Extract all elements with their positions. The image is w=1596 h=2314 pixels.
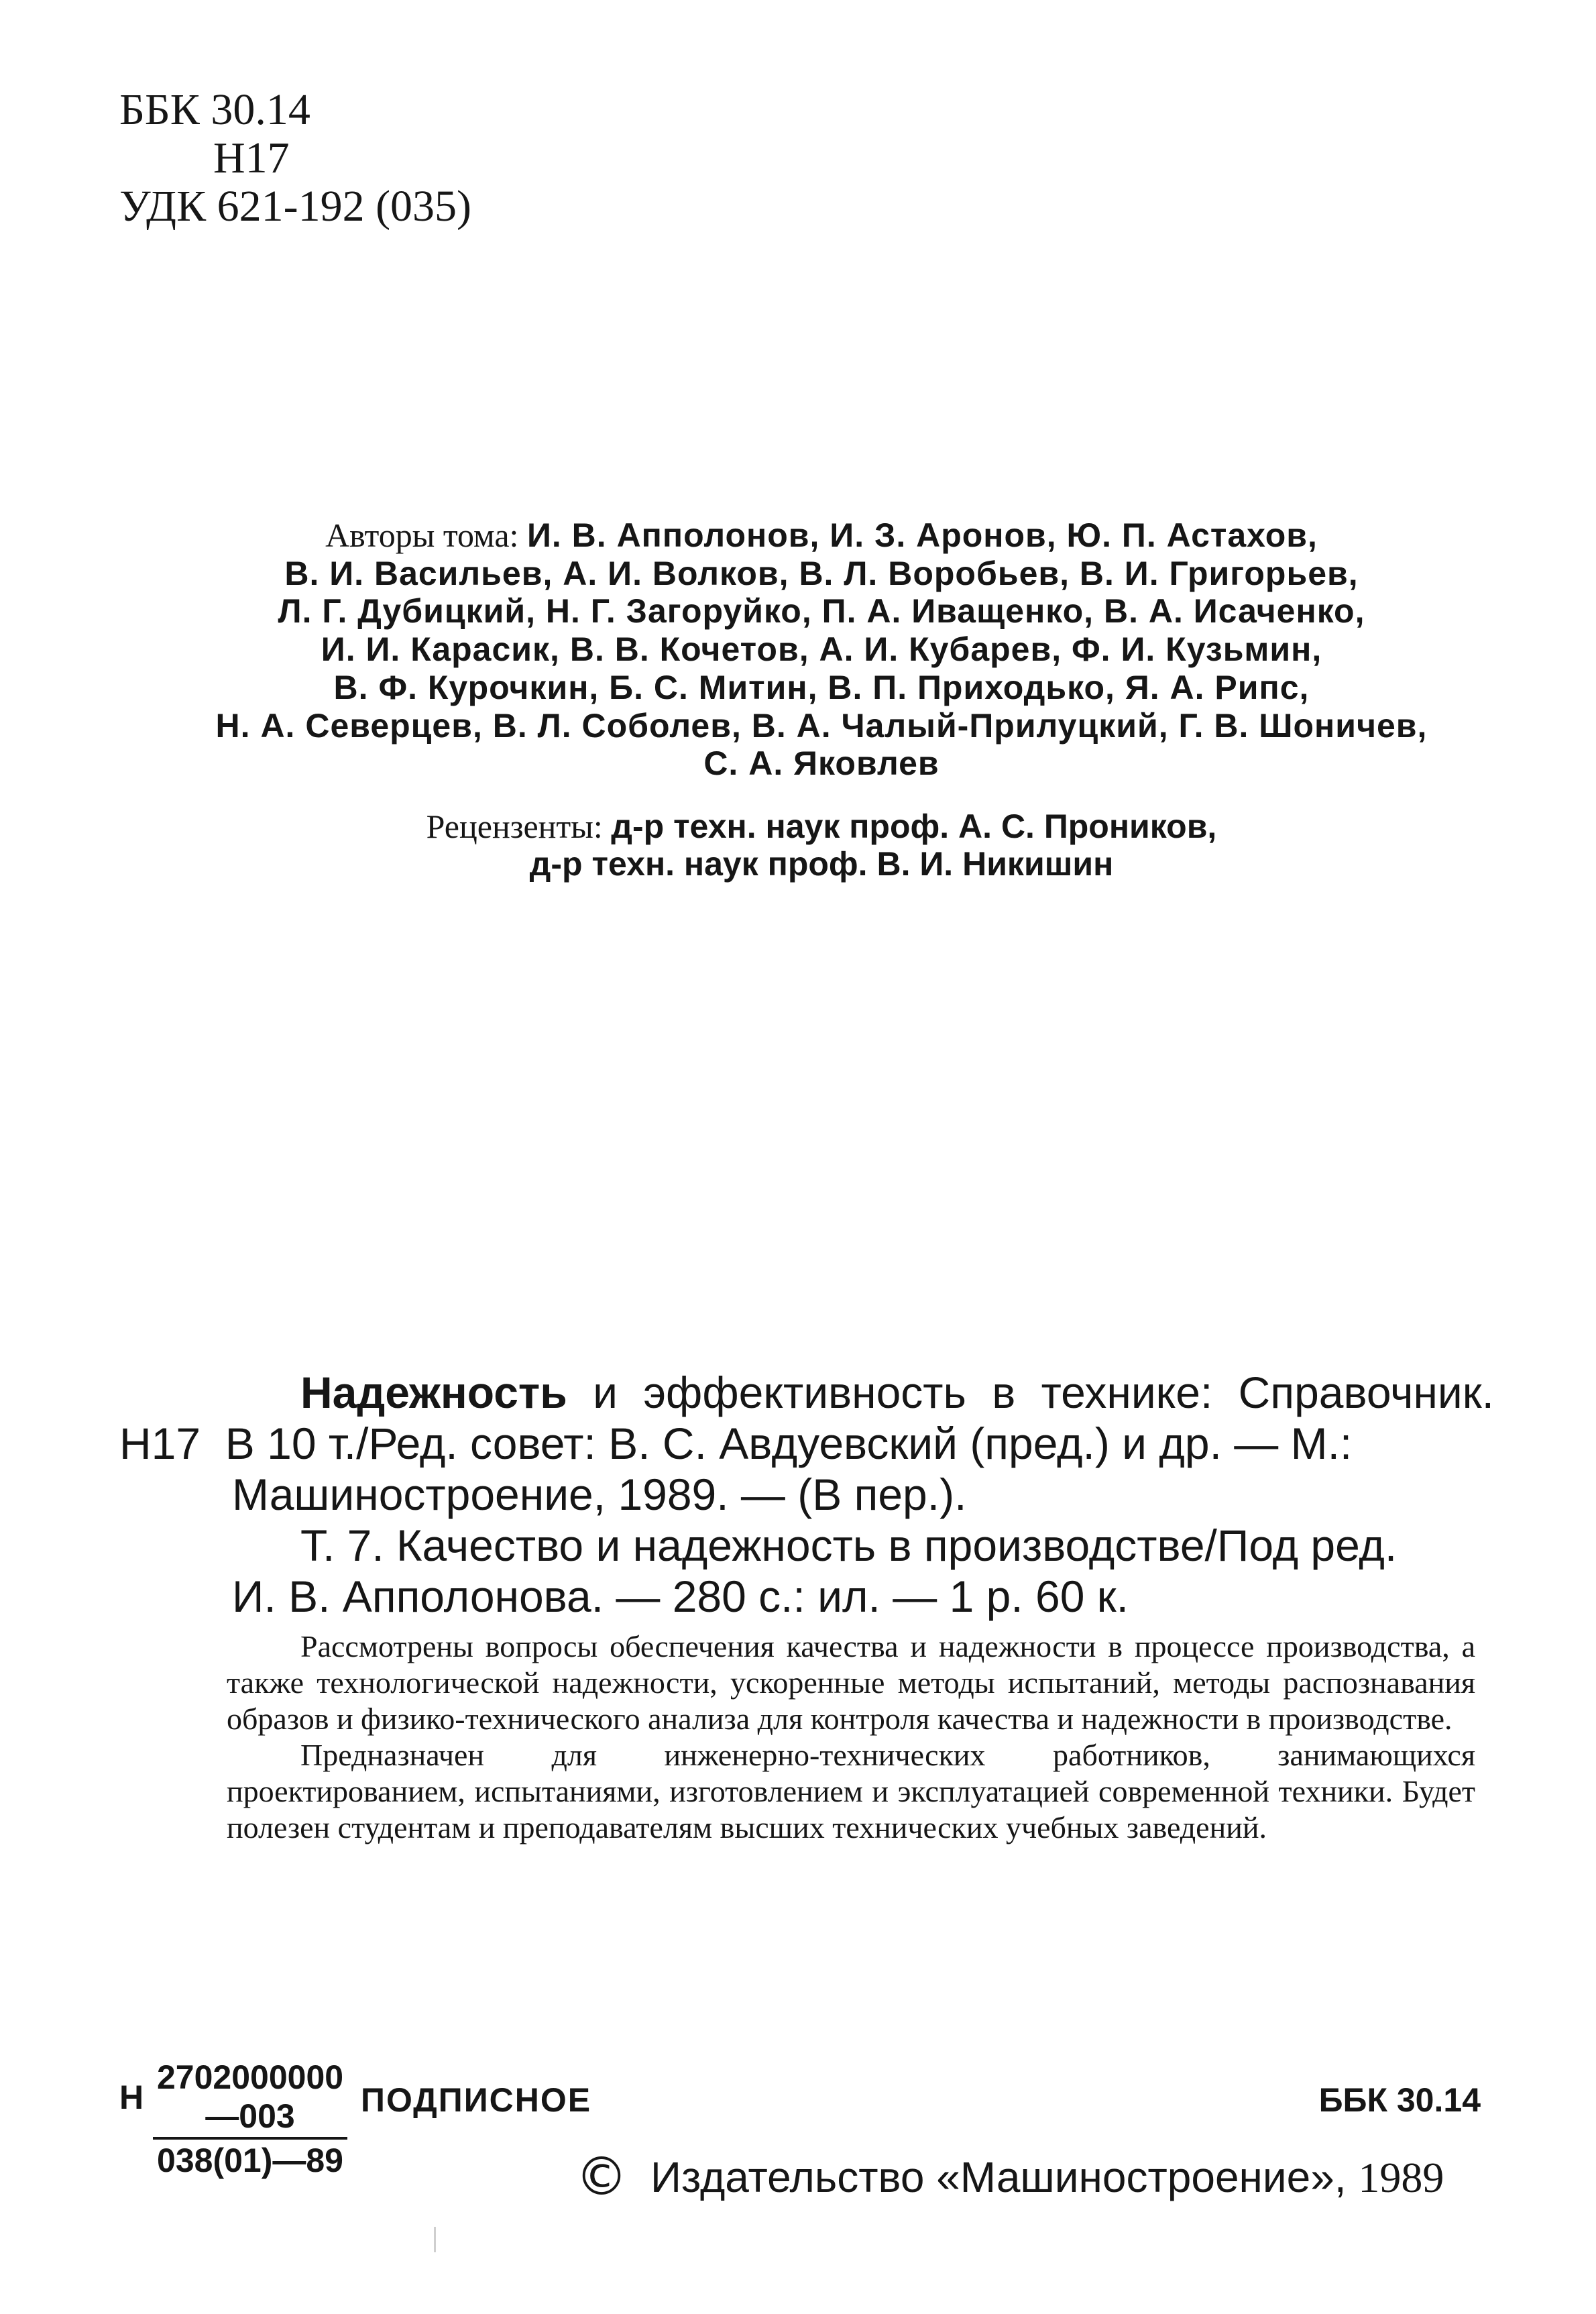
copyright-icon: © xyxy=(575,2147,628,2207)
reviewer-line: д-р техн. наук проф. А. С. Проников, xyxy=(611,808,1217,845)
author-mark: Н17 xyxy=(213,133,290,182)
copyright-year: 1989 xyxy=(1358,2154,1444,2201)
bibliographic-entry xyxy=(119,1367,1494,1622)
reviewers-block xyxy=(134,808,1509,883)
authors-line: И. В. Апполонов, И. З. Аронов, Ю. П. Астахов, xyxy=(526,516,1318,554)
code-denominator: 038(01)—89 xyxy=(157,2142,343,2179)
code-fraction xyxy=(153,2058,347,2180)
copyright-line xyxy=(575,2147,1444,2207)
annotation-paragraph: Предназначен для инженерно-технических работников, занимающихся проектированием, испытаниями, изготовлением и эксплуатацией современной техники. Будет полезен студентам и преподавателям высших технических учебных заведений. xyxy=(227,1738,1475,1844)
authors-line: И. И. Карасик, В. В. Кочетов, А. И. Кубарев, Ф. И. Кузьмин, xyxy=(321,630,1322,669)
annotation xyxy=(227,1629,1475,1846)
scan-speck xyxy=(434,2227,436,2252)
reviewers-label: Рецензенты: xyxy=(426,808,603,845)
bbk-footer-code: ББК 30.14 xyxy=(1318,2081,1481,2119)
authors-label: Авторы тома: xyxy=(325,516,519,554)
code-prefix: Н xyxy=(119,2079,144,2116)
authors-line: Л. Г. Дубицкий, Н. Г. Загоруйко, П. А. Иващенко, В. А. Исаченко, xyxy=(278,592,1365,630)
biblio-line-2 xyxy=(119,1418,1494,1469)
book-title: Надежность xyxy=(300,1368,567,1417)
classification-block xyxy=(119,86,471,231)
biblio-line-5: И. В. Апполонова. — 280 с.: ил. — 1 р. 60 к. xyxy=(232,1572,1129,1621)
copyright-publisher: Издательство «Машиностроение», xyxy=(650,2153,1347,2201)
biblio-edition: В 10 т./Ред. совет: В. С. Авдуевский (пред.) и др. — М.: xyxy=(225,1419,1353,1468)
annotation-paragraph: Рассмотрены вопросы обеспечения качества и надежности в процессе производства, а также технологической надежности, ускоренные методы испытаний, методы распознавания образов и физико-технического анализа для контроля качества и надежности в производстве. xyxy=(227,1629,1475,1736)
authors-block xyxy=(134,516,1509,783)
authors-line: Н. А. Северцев, В. Л. Соболев, В. А. Чалый-Прилуцкий, Г. В. Шоничев, xyxy=(215,706,1428,745)
authors-line: С. А. Яковлев xyxy=(703,745,939,783)
biblio-mark: Н17 xyxy=(119,1419,201,1468)
biblio-line-3: Машиностроение, 1989. — (В пер.). xyxy=(232,1470,967,1519)
biblio-line-4: Т. 7. Качество и надежность в производстве/Под ред. xyxy=(300,1521,1398,1570)
code-numerator: 2702000000—003 xyxy=(153,2058,347,2140)
authors-line: В. Ф. Курочкин, Б. С. Митин, В. П. Приходько, Я. А. Рипс, xyxy=(333,668,1310,706)
reviewer-line: д-р техн. наук проф. В. И. Никишин xyxy=(529,845,1114,883)
book-subtitle: и эффективность в технике: Справочник. xyxy=(593,1368,1494,1417)
biblio-line-1 xyxy=(119,1367,1494,1418)
authors-line: В. И. Васильев, А. И. Волков, В. Л. Воробьев, В. И. Григорьев, xyxy=(284,554,1359,592)
udk-code: УДК 621-192 (035) xyxy=(119,182,472,231)
subscription-label: ПОДПИСНОЕ xyxy=(361,2081,592,2119)
bbk-code: ББК 30.14 xyxy=(119,85,310,134)
